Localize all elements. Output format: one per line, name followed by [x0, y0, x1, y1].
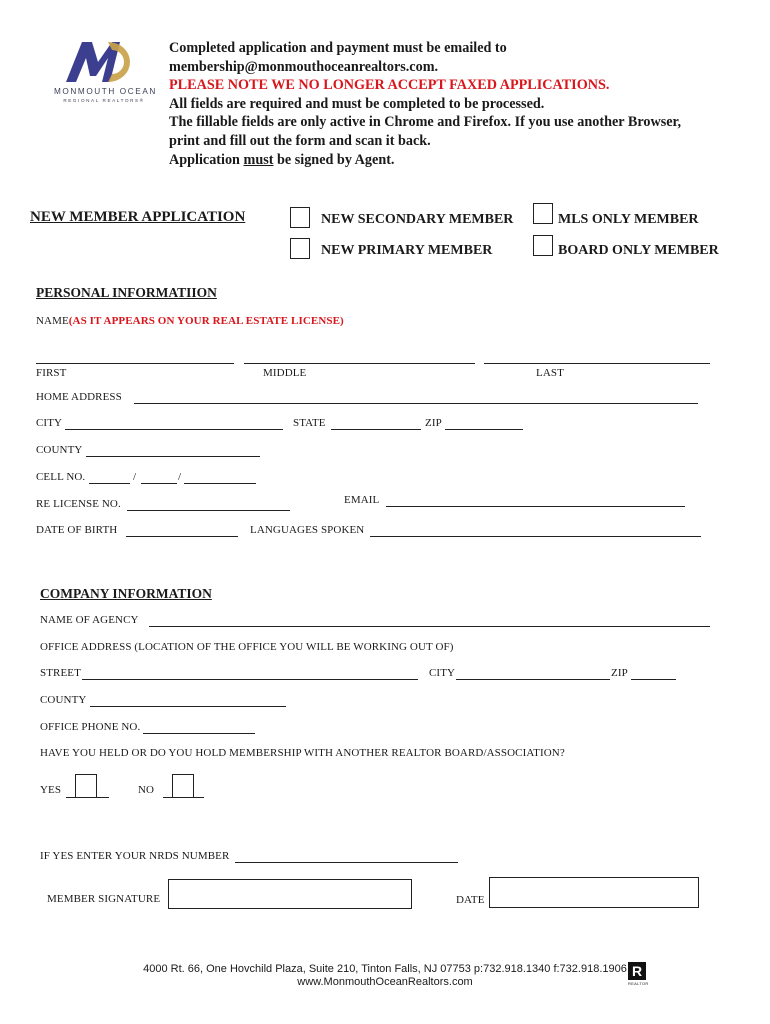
street-label: STREET — [40, 667, 81, 679]
signature-note: Application must be signed by Agent. — [169, 151, 395, 168]
office-zip-field[interactable] — [631, 679, 676, 680]
office-street-field[interactable] — [82, 679, 418, 680]
license-label: RE LICENSE NO. — [36, 498, 121, 510]
office-zip-label: ZIP — [611, 667, 628, 679]
county-label: COUNTY — [36, 444, 83, 456]
new-secondary-label: NEW SECONDARY MEMBER — [321, 212, 514, 227]
membership-question: HAVE YOU HELD OR DO YOU HOLD MEMBERSHIP WITH ANOTHER REALTOR BOARD/ASSOCIATION? — [40, 747, 565, 759]
home-address-label: HOME ADDRESS — [36, 391, 122, 403]
signature-field[interactable] — [168, 879, 412, 909]
cell-prefix-field[interactable] — [141, 483, 177, 484]
instruction-line: All fields are required and must be completed to be processed. — [169, 95, 545, 112]
agency-field[interactable] — [149, 626, 710, 627]
signature-label: MEMBER SIGNATURE — [47, 893, 161, 905]
footer — [0, 963, 770, 988]
footer-address: 4000 Rt. 66, One Hovchild Plaza, Suite 210, Tinton Falls, NJ 07753 p:732.918.1340 f:732.918.1906 — [143, 963, 627, 975]
mls-only-label: MLS ONLY MEMBER — [558, 212, 699, 227]
board-only-label: BOARD ONLY MEMBER — [558, 243, 719, 258]
last-label: LAST — [536, 367, 564, 379]
state-label: STATE — [293, 417, 326, 429]
realtor-word: REALTOR — [628, 981, 649, 986]
cell-line-field[interactable] — [184, 483, 256, 484]
zip-field[interactable] — [445, 429, 523, 430]
agency-label: NAME OF AGENCY — [40, 614, 139, 626]
nrds-field[interactable] — [235, 862, 458, 863]
fax-notice: PLEASE NOTE WE NO LONGER ACCEPT FAXED APPLICATIONS. — [169, 77, 610, 94]
city-label: CITY — [36, 417, 63, 429]
cell-separator: / — [133, 471, 137, 483]
logo-name: MONMOUTH OCEAN — [54, 87, 157, 96]
yes-checkbox[interactable] — [75, 774, 97, 798]
name-label: NAME(AS IT APPEARS ON YOUR REAL ESTATE LICENSE) — [36, 315, 344, 327]
state-field[interactable] — [331, 429, 421, 430]
office-phone-field[interactable] — [143, 733, 255, 734]
nrds-label: IF YES ENTER YOUR NRDS NUMBER — [40, 850, 230, 862]
last-name-field[interactable] — [484, 363, 710, 364]
company-section-title: COMPANY INFORMATION — [40, 586, 212, 601]
instructions-block — [169, 39, 739, 169]
office-address-label: OFFICE ADDRESS (LOCATION OF THE OFFICE YOU WILL BE WORKING OUT OF) — [40, 641, 454, 653]
dob-field[interactable] — [126, 536, 238, 537]
office-city-field[interactable] — [456, 679, 610, 680]
mls-only-checkbox[interactable] — [533, 203, 553, 224]
middle-name-field[interactable] — [244, 363, 475, 364]
first-label: FIRST — [36, 367, 67, 379]
email-label: EMAIL — [344, 494, 380, 506]
new-secondary-checkbox[interactable] — [290, 207, 310, 228]
county-field[interactable] — [86, 456, 260, 457]
office-city-label: CITY — [429, 667, 456, 679]
no-label: NO — [138, 784, 155, 796]
realtor-r-icon: R — [628, 962, 646, 980]
footer-website: www.MonmouthOceanRealtors.com — [297, 975, 473, 988]
no-checkbox[interactable] — [172, 774, 194, 798]
cell-separator: / — [178, 471, 182, 483]
date-field[interactable] — [489, 877, 699, 908]
cell-label: CELL NO. — [36, 471, 86, 483]
instruction-email: membership@monmouthoceanrealtors.com. — [169, 58, 439, 75]
first-name-field[interactable] — [36, 363, 234, 364]
languages-label: LANGUAGES SPOKEN — [250, 524, 365, 536]
office-county-field[interactable] — [90, 706, 286, 707]
city-field[interactable] — [65, 429, 283, 430]
instruction-line: Completed application and payment must be emailed to — [169, 40, 507, 56]
board-only-checkbox[interactable] — [533, 235, 553, 256]
organization-logo — [54, 38, 157, 103]
zip-label: ZIP — [425, 417, 442, 429]
home-address-field[interactable] — [134, 403, 698, 404]
office-county-label: COUNTY — [40, 694, 87, 706]
instruction-line: The fillable fields are only active in Chrome and Firefox. If you use another Browser, — [169, 114, 682, 131]
email-field[interactable] — [386, 506, 685, 507]
new-primary-label: NEW PRIMARY MEMBER — [321, 243, 493, 258]
cell-area-field[interactable] — [89, 483, 130, 484]
license-field[interactable] — [127, 510, 290, 511]
realtor-logo — [628, 962, 648, 986]
languages-field[interactable] — [370, 536, 701, 537]
dob-label: DATE OF BIRTH — [36, 524, 118, 536]
office-phone-label: OFFICE PHONE NO. — [40, 721, 141, 733]
date-label: DATE — [456, 894, 485, 906]
logo-mark — [62, 38, 142, 84]
middle-label: MIDDLE — [263, 367, 307, 379]
personal-section-title: PERSONAL INFORMATIION — [36, 285, 217, 300]
application-title: NEW MEMBER APPLICATION — [30, 209, 246, 225]
instruction-line: print and fill out the form and scan it back. — [169, 132, 431, 149]
logo-subtitle: REGIONAL REALTORS® — [63, 98, 145, 103]
new-primary-checkbox[interactable] — [290, 238, 310, 259]
yes-label: YES — [40, 784, 62, 796]
